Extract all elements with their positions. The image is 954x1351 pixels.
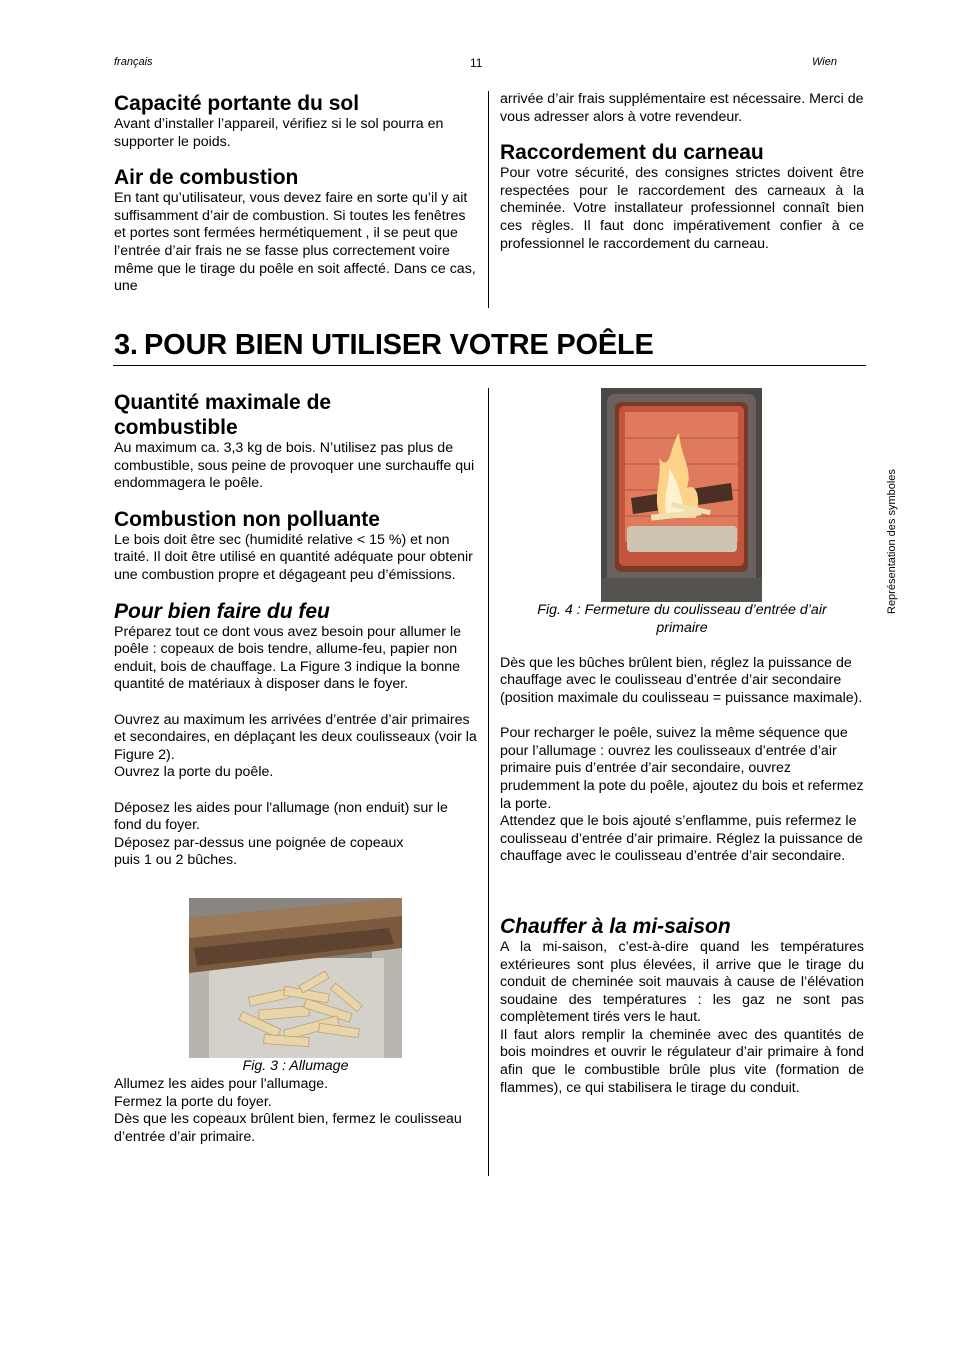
fig4-caption-line1: Fig. 4 : Fermeture du coulisseau d’entrée d’air <box>537 602 827 618</box>
fig3-kindling-image <box>189 898 402 1058</box>
header-model: Wien <box>812 56 837 68</box>
after-line-a: Allumez les aides pour l'allumage. <box>114 1076 329 1092</box>
side-label: Représentation des symboles <box>886 469 898 614</box>
fig3-caption: Fig. 3 : Allumage <box>242 1058 349 1074</box>
air-continued-text: arrivée d’air frais supplémentaire est nécessaire. Merci de vous adresser alors à votre revendeur. <box>500 91 864 125</box>
section-title: POUR BIEN UTILISER VOTRE POÊLE <box>144 329 654 361</box>
raccord-text: Pour votre sécurité, des consignes strictes doivent être respectées pour le raccordement des carneaux à la cheminée. Votre installateur professionnel connaît bien ces règles. Il faut donc impérativement confier à ce professionnel le raccordement du carneau. <box>500 165 864 252</box>
lower-column-divider <box>488 388 489 1176</box>
saison-heading: Chauffer à la mi-saison <box>500 914 731 938</box>
feu-paragraph-3c: puis 1 ou 2 bûches. <box>114 852 238 869</box>
top-column-divider <box>488 91 489 308</box>
page-number: 11 <box>470 56 483 70</box>
top-right-column <box>500 91 864 253</box>
left-after-figure <box>114 1076 478 1146</box>
air-text: En tant qu’utilisateur, vous devez faire en sorte qu’il y ait suffisamment d’air de combustion. Si toutes les fenêtres et portes sont fermées hermétiquement , il se peut que l’entrée d’air frais ne se fasse plus correctement voire même que le tirage du poêle en soit affecté. Dans ce cas, une <box>114 190 476 295</box>
section-number: 3. <box>114 329 138 361</box>
right-paragraph-2b: Attendez que le bois ajouté s’enflamme, puis refermez le coulisseau d’entrée d’air primaire. Réglez la puissance de chauffage avec le coulisseau d’entrée d’air secondaire. <box>500 813 863 865</box>
fig4-fire-image <box>601 388 762 602</box>
capacite-heading: Capacité portante du sol <box>114 92 360 115</box>
after-line-c: Dès que les copeaux brûlent bien, fermez le coulisseau d’entrée d’air primaire. <box>114 1111 462 1145</box>
combustion-text: Le bois doit être sec (humidité relative < 15 %) et non traité. Il doit être utilisé en quantité adéquate pour obtenir une combustion propre et dégageant peu d’émissions. <box>114 531 473 583</box>
right-paragraph-2a: Pour recharger le poêle, suivez la même séquence que pour l’allumage : ouvrez les coulisseaux d’entrée d’air primaire puis d’entrée d’air secondaire, ouvrez prudemment la pote du poêle, ajoutez du bois et refermez la porte. <box>500 725 864 812</box>
saison-paragraph-2: Il faut alors remplir la cheminée avec des quantités de bois moindres et ouvrir le régulateur d’air primaire à fond afin que le combustible brûle plus vite (formation de flammes), ce qui stabilisera le tirage du conduit. <box>500 1026 864 1096</box>
feu-paragraph-3a: Déposez les aides pour l'allumage (non enduit) sur le fond du foyer. <box>114 799 448 834</box>
right-column <box>500 602 864 1097</box>
feu-paragraph-2a: Ouvrez au maximum les arrivées d’entrée d’air primaires et secondaires, en déplaçant les deux coulisseaux (voir la Figure 2). <box>114 711 477 763</box>
header-language: français <box>114 56 153 68</box>
capacite-text: Avant d’installer l’appareil, vérifiez si le sol pourra en supporter le poids. <box>114 116 444 150</box>
air-heading: Air de combustion <box>114 166 299 190</box>
feu-paragraph-1: Préparez tout ce dont vous avez besoin pour allumer le poêle : copeaux de bois tendre, allume-feu, papier non enduit, bois de chauffage. La Figure 3 indique la bonne quantité de matériaux à disposer dans le foyer. <box>114 623 462 693</box>
right-paragraph-1: Dès que les bûches brûlent bien, réglez la puissance de chauffage avec le coulisseau d’entrée d’air secondaire (position maximale du coulisseau = puissance maximale). <box>500 654 863 706</box>
combustion-heading: Combustion non polluante <box>114 507 380 531</box>
quantite-text: Au maximum ca. 3,3 kg de bois. N’utilisez pas plus de combustible, sous peine de provoquer une surchauffe qui endommagera le poêle. <box>114 440 475 492</box>
quantite-heading-line2: combustible <box>114 416 238 439</box>
fig4-caption-line2: primaire <box>656 619 708 636</box>
raccord-heading: Raccordement du carneau <box>500 141 764 165</box>
top-left-column <box>114 91 476 296</box>
left-column <box>114 390 478 870</box>
saison-paragraph-1: A la mi-saison, c’est-à-dire quand les températures extérieures sont plus élevées, il arrive que le tirage du conduit de cheminée soit mauvais à cause de l’élévation soudaine des températures : les gaz ne sont pas complètement tirés vers le haut. <box>500 938 864 1026</box>
section-rule <box>113 365 866 366</box>
feu-paragraph-2b: Ouvrez la porte du poêle. <box>114 764 274 781</box>
feu-heading: Pour bien faire du feu <box>114 599 330 623</box>
quantite-heading-line1: Quantité maximale de <box>114 391 332 414</box>
feu-paragraph-3b: Déposez par-dessus une poignée de copeaux <box>114 834 404 851</box>
after-line-b: Fermez la porte du foyer. <box>114 1093 272 1110</box>
